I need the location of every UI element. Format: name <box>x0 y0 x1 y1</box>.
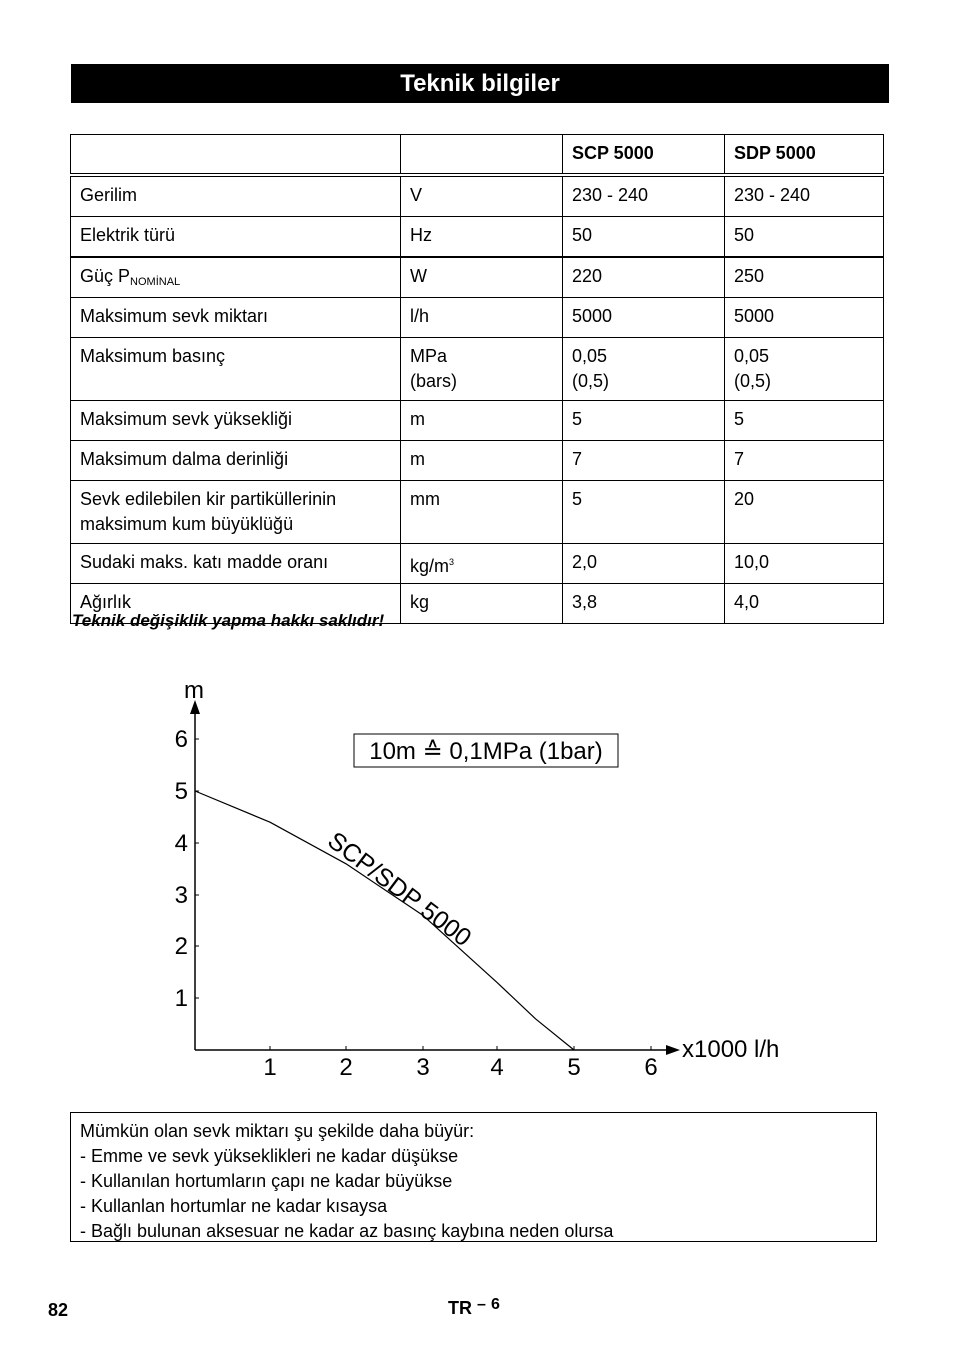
info-line: - Kullanlan hortumlar ne kadar kısaysa <box>80 1196 388 1216</box>
y-tick-label: 1 <box>174 985 188 1012</box>
series-line <box>195 791 574 1050</box>
info-box <box>70 1112 877 1242</box>
header-cell-sdp: SDP 5000 <box>725 135 884 176</box>
table-row <box>71 338 884 401</box>
row-sdp: 20 <box>725 481 884 544</box>
table-row <box>71 217 884 258</box>
header-cell <box>401 135 563 176</box>
header-cell-scp: SCP 5000 <box>563 135 725 176</box>
row-sdp: 5000 <box>725 298 884 338</box>
row-unit: V <box>401 175 563 217</box>
row-unit: kg <box>401 584 563 624</box>
x-tick-label: 3 <box>416 1054 430 1081</box>
x-tick-label: 4 <box>490 1054 504 1081</box>
row-scp: 5 <box>563 401 725 441</box>
row-sdp-line: 0,05 <box>734 346 770 366</box>
table-row <box>71 175 884 217</box>
info-line: Mümkün olan sevk miktarı şu şekilde daha büyür: <box>80 1121 475 1141</box>
row-sdp: 7 <box>725 441 884 481</box>
row-unit: m <box>401 401 563 441</box>
row-label: Sudaki maks. katı madde oranı <box>71 544 401 584</box>
row-sdp: 10,0 <box>725 544 884 584</box>
row-unit: l/h <box>401 298 563 338</box>
row-sdp: 4,0 <box>725 584 884 624</box>
table-row <box>71 544 884 584</box>
row-scp-line: (0,5) <box>572 371 610 391</box>
x-tick-label: 1 <box>263 1054 277 1081</box>
row-label: Maksimum basınç <box>71 338 401 401</box>
y-tick-label: 3 <box>174 882 188 909</box>
row-unit <box>401 544 563 584</box>
row-unit: Hz <box>401 217 563 258</box>
info-line: - Kullanılan hortumların çapı ne kadar büyükse <box>80 1171 453 1191</box>
footer-lang-code: TR <box>448 1298 472 1318</box>
footer-dash: – <box>477 1296 486 1313</box>
row-unit-line: (bars) <box>410 371 458 391</box>
y-tick-label: 5 <box>174 778 188 805</box>
table-row <box>71 441 884 481</box>
row-unit-line: MPa <box>410 346 448 366</box>
row-label-subscript: NOMİNAL <box>130 276 181 288</box>
x-tick-label: 6 <box>644 1054 658 1081</box>
table-row <box>71 257 884 298</box>
row-label: Maksimum sevk miktarı <box>71 298 401 338</box>
row-label: Maksimum dalma derinliği <box>71 441 401 481</box>
info-line: - Emme ve sevk yükseklikleri ne kadar düşükse <box>80 1146 459 1166</box>
x-tick-label: 2 <box>339 1054 353 1081</box>
row-scp: 230 - 240 <box>563 175 725 217</box>
y-tick-label: 6 <box>174 726 188 753</box>
chart-series <box>195 791 574 1050</box>
row-label <box>71 481 401 544</box>
row-unit-text: kg/m <box>410 556 450 576</box>
row-sdp: 50 <box>725 217 884 258</box>
series-label: SCP/SDP 5000 <box>322 826 477 953</box>
row-unit: mm <box>401 481 563 544</box>
row-sdp: 5 <box>725 401 884 441</box>
row-unit <box>401 338 563 401</box>
x-axis-label: x1000 l/h <box>682 1036 780 1063</box>
chart-annotation-box <box>354 734 618 767</box>
table-header-row <box>71 135 884 176</box>
row-scp: 7 <box>563 441 725 481</box>
row-scp: 5 <box>563 481 725 544</box>
row-scp: 3,8 <box>563 584 725 624</box>
row-label-text: Güç P <box>80 266 131 286</box>
row-label-line: maksimum kum büyüklüğü <box>80 514 294 534</box>
row-unit: m <box>401 441 563 481</box>
spec-table <box>70 134 884 624</box>
row-scp: 50 <box>563 217 725 258</box>
row-label-line: Sevk edilebilen kir partiküllerinin <box>80 489 337 509</box>
table-row <box>71 481 884 544</box>
x-axis-arrow-icon <box>666 1045 680 1055</box>
row-scp: 220 <box>563 257 725 298</box>
row-label <box>71 257 401 298</box>
annotation-text: 10m ≙ 0,1MPa (1bar) <box>369 738 603 765</box>
info-line: - Bağlı bulunan aksesuar ne kadar az basınç kaybına neden olursa <box>80 1221 614 1241</box>
row-sdp <box>725 338 884 401</box>
pump-curve-chart <box>0 660 954 1100</box>
row-label: Gerilim <box>71 175 401 217</box>
y-tick-label: 4 <box>174 830 188 857</box>
page-title: Teknik bilgiler <box>71 64 889 103</box>
row-sdp-line: (0,5) <box>734 371 772 391</box>
y-tick-label: 2 <box>174 933 188 960</box>
footer-language <box>448 1298 500 1319</box>
x-tick-label: 5 <box>567 1054 581 1081</box>
row-label: Elektrik türü <box>71 217 401 258</box>
row-scp <box>563 338 725 401</box>
technical-change-note: Teknik değişiklik yapma hakkı saklıdır! <box>72 611 385 630</box>
row-scp-line: 0,05 <box>572 346 608 366</box>
row-scp: 5000 <box>563 298 725 338</box>
row-unit: W <box>401 257 563 298</box>
row-label: Maksimum sevk yüksekliği <box>71 401 401 441</box>
table-row <box>71 298 884 338</box>
row-scp: 2,0 <box>563 544 725 584</box>
row-unit-superscript: 3 <box>449 557 455 567</box>
footer-page-number: 82 <box>48 1300 69 1320</box>
row-sdp: 230 - 240 <box>725 175 884 217</box>
table-row <box>71 401 884 441</box>
chart-axes <box>184 677 779 1063</box>
footer-section-page: 6 <box>490 1296 500 1313</box>
row-label: Ağırlık <box>71 584 401 624</box>
row-sdp: 250 <box>725 257 884 298</box>
y-axis-label: m <box>184 677 204 704</box>
header-cell <box>71 135 401 176</box>
